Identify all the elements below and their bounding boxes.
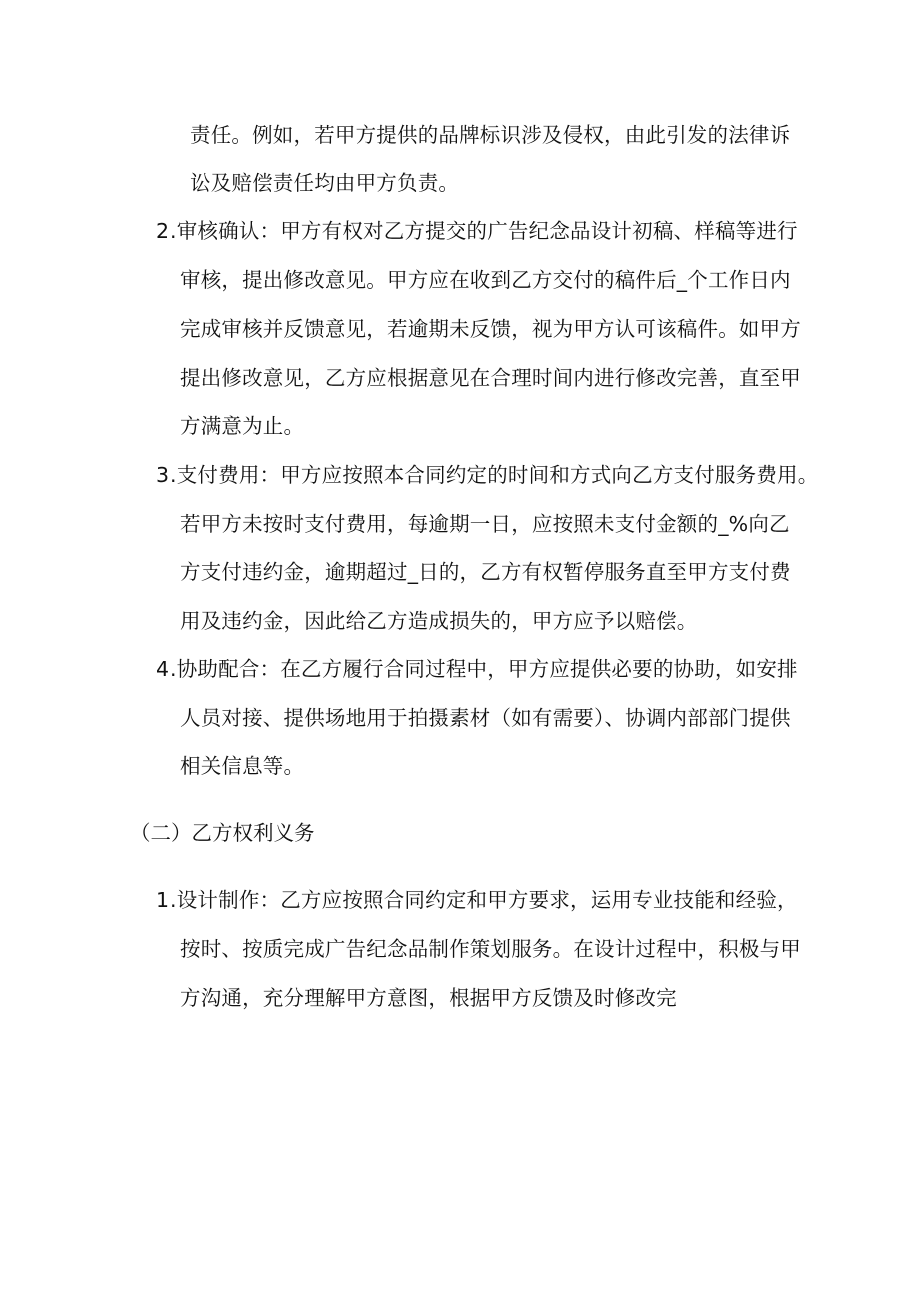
- list-item-line: .协助配合：在乙方履行合同过程中，甲方应提供必要的协助，如安排: [170, 657, 798, 681]
- list-item-line: 方满意为止。: [180, 414, 305, 438]
- list-item-line: 用及违约金，因此给乙方造成损失的，甲方应予以赔偿。: [180, 609, 698, 633]
- list-item-line: 提出修改意见，乙方应根据意见在合理时间内进行修改完善，直至甲: [180, 366, 801, 390]
- list-item-number: 4: [156, 657, 170, 681]
- list-item-line: .设计制作：乙方应按照合同约定和甲方要求，运用专业技能和经验，: [170, 888, 798, 912]
- list-item-line: .审核确认：甲方有权对乙方提交的广告纪念品设计初稿、样稿等进行: [170, 219, 798, 243]
- paragraph-line: 讼及赔偿责任均由甲方负责。: [190, 171, 460, 195]
- list-item-line: 方支付违约金，逾期超过_日的，乙方有权暂停服务直至甲方支付费: [180, 560, 791, 584]
- list-item-number: 2: [156, 219, 170, 243]
- list-item-line: 完成审核并反馈意见，若逾期未反馈，视为甲方认可该稿件。如甲方: [180, 317, 801, 341]
- list-item-line: 若甲方未按时支付费用，每逾期一日，应按照未支付金额的_%向乙: [180, 512, 790, 536]
- list-item-number: 3: [156, 463, 170, 487]
- list-item-line: .支付费用：甲方应按照本合同约定的时间和方式向乙方支付服务费用。: [170, 463, 819, 487]
- section-heading: （二）乙方权利义务: [130, 821, 315, 845]
- list-item-line: 人员对接、提供场地用于拍摄素材（如有需要）、协调内部部门提供: [180, 706, 791, 730]
- list-item-number: 1: [156, 888, 170, 912]
- list-item-line: 审核，提出修改意见。甲方应在收到乙方交付的稿件后_个工作日内: [180, 268, 791, 292]
- list-item-line: 相关信息等。: [180, 754, 305, 778]
- list-item-line: 按时、按质完成广告纪念品制作策划服务。在设计过程中，积极与甲: [180, 937, 801, 961]
- list-item-line: 方沟通，充分理解甲方意图，根据甲方反馈及时修改完: [180, 986, 677, 1010]
- paragraph-line: 责任。例如，若甲方提供的品牌标识涉及侵权，由此引发的法律诉: [190, 123, 791, 147]
